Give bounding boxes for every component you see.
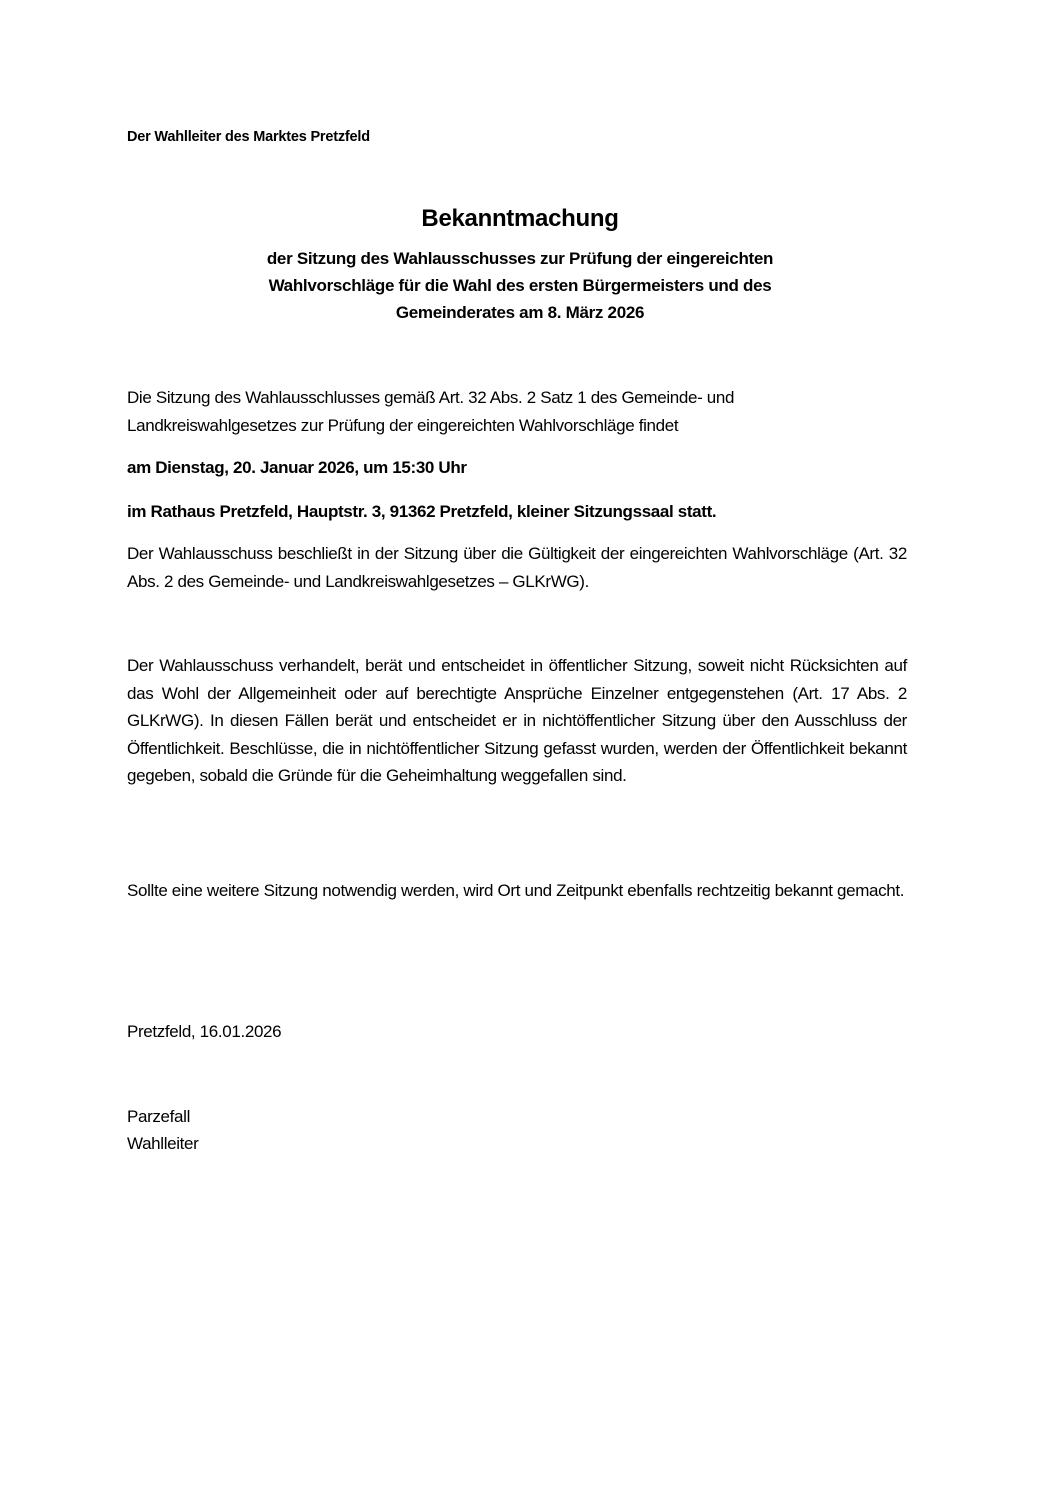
sender-line: Der Wahlleiter des Marktes Pretzfeld	[127, 129, 370, 145]
public-session-paragraph: Der Wahlausschuss verhandelt, berät und entscheidet in öffentlicher Sitzung, soweit nicht Rücksichten auf das Wohl der Allgemeinheit oder auf berechtigte Ansprüche Einzelner entgegenstehen (Art. 17 Abs. 2 GLKrWG). In diesen Fällen berät und entscheidet er in nichtöffentlicher Sitzung über den Ausschluss der Öffentlichkeit. Beschlüsse, die in nichtöffentlicher Sitzung gefasst wurden, werden der Öffentlichkeit bekannt gegeben, sobald die Gründe für die Geheimhaltung weggefallen sind.	[127, 656, 907, 785]
subtitle-line: Wahlvorschläge für die Wahl des ersten Bürgermeisters und des	[268, 276, 772, 295]
intro-paragraph	[127, 384, 907, 439]
place-date: Pretzfeld, 16.01.2026	[127, 1022, 282, 1041]
validity-paragraph: Der Wahlausschuss beschließt in der Sitzung über die Gültigkeit der eingereichten Wahlvorschläge (Art. 32 Abs. 2 des Gemeinde- und Landkreiswahlgesetzes – GLKrWG).	[127, 544, 907, 591]
meeting-date: am Dienstag, 20. Januar 2026, um 15:30 Uhr	[127, 458, 467, 477]
intro-line: Die Sitzung des Wahlausschlusses gemäß Art. 32 Abs. 2 Satz 1 des Gemeinde- und	[127, 388, 735, 407]
document-title: Bekanntmachung	[421, 205, 619, 232]
signature-role: Wahlleiter	[127, 1134, 199, 1153]
meeting-location: im Rathaus Pretzfeld, Hauptstr. 3, 91362 Pretzfeld, kleiner Sitzungssaal statt.	[127, 502, 717, 521]
subtitle-line: Gemeinderates am 8. März 2026	[395, 303, 645, 322]
further-session-paragraph: Sollte eine weitere Sitzung notwendig werden, wird Ort und Zeitpunkt ebenfalls rechtzeitig bekannt gemacht.	[127, 881, 905, 900]
signature-name: Parzefall	[127, 1107, 190, 1126]
subtitle-line: der Sitzung des Wahlausschusses zur Prüfung der eingereichten	[266, 249, 774, 268]
intro-line: Landkreiswahlgesetzes zur Prüfung der eingereichten Wahlvorschläge findet	[127, 415, 679, 435]
document-subtitle	[0, 245, 1040, 326]
